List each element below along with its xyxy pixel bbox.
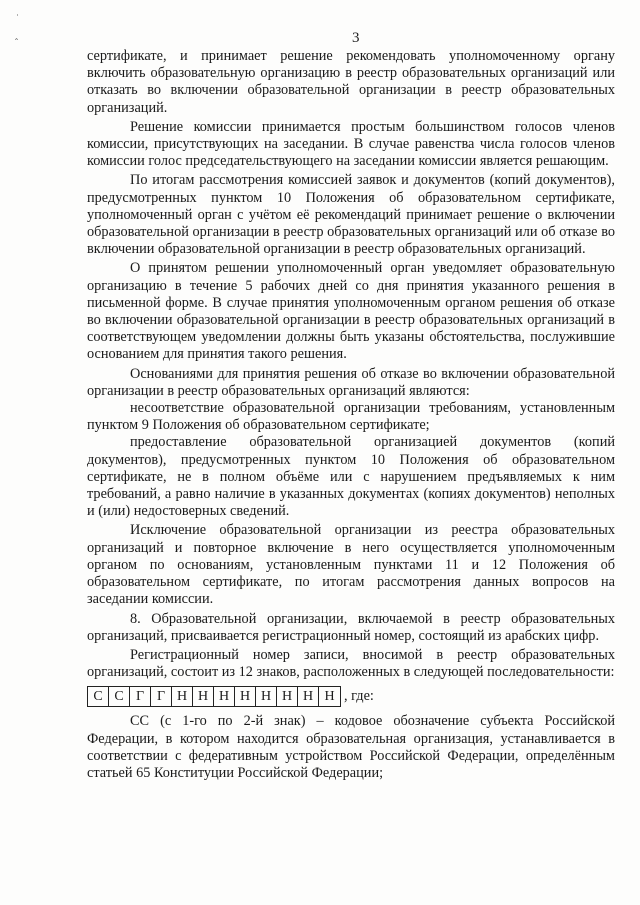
code-cell: Н xyxy=(235,687,256,706)
code-cell: Н xyxy=(298,687,319,706)
code-cell: Н xyxy=(193,687,214,706)
paragraph: 8. Образовательной организации, включаемой в реестр образовательных организаций, присваивается регистрационный номер, состоящий из арабских цифр. xyxy=(87,610,615,644)
paragraph: Основаниями для принятия решения об отказе во включении образовательной организации в реестр образовательных организаций являются: xyxy=(87,365,615,399)
paragraph: Исключение образовательной организации из реестра образовательных организаций и повторное включение в него осуществляется уполномоченным органом по основаниям, установленным пунктами 11 и 12 Положения об образовательном сертификате, по итогам рассмотрения данных вопросов на заседании комиссии. xyxy=(87,522,615,608)
code-table xyxy=(87,686,341,707)
code-cell: Н xyxy=(214,687,235,706)
code-cell: Н xyxy=(256,687,277,706)
code-cell: Н xyxy=(324,688,335,704)
paragraph: По итогам рассмотрения комиссией заявок и документов (копий документов), предусмотренных пунктом 10 Положения об образовательном сертификате, уполномоченный орган с учётом её рекомендаций принимает решение о включении образовательной организации в реестр образовательных организаций или об отказе во включении образовательной организации в реестр образовательных организаций. xyxy=(87,172,615,258)
code-cell: С xyxy=(109,687,130,706)
code-cell: Н xyxy=(277,687,298,706)
code-cell: Г xyxy=(130,687,151,706)
paragraph: О принятом решении уполномоченный орган уведомляет образовательную организацию в течение 5 рабочих дней со дня принятия указанного решения в письменной форме. В случае принятия уполномоченным органом решения об отказе во включении образовательной организации в реестр образовательных организаций в соответствующем уведомлении должны быть указаны обстоятельства, послужившие основанием для принятия такого решения. xyxy=(87,260,615,363)
code-cell: С xyxy=(88,687,109,706)
list-item: несоответствие образовательной организации требованиям, установленным пунктом 9 Положения об образовательном сертификате; xyxy=(87,400,615,434)
margin-mark: ˙ xyxy=(15,14,20,25)
code-cell: Г xyxy=(151,687,172,706)
code-cell: Н xyxy=(172,687,193,706)
paragraph: Регистрационный номер записи, вносимой в реестр образовательных организаций, состоит из 12 знаков, расположенных в следующей последовательности: xyxy=(87,646,615,681)
code-suffix: , где: xyxy=(344,687,374,704)
paragraph: сертификате, и принимает решение рекомендовать уполномоченному органу включить образовательную организацию в реестр образовательных организаций или отказать во включении образовательной организации в реестр образовательных организаций. xyxy=(87,48,615,116)
registration-number-format xyxy=(87,685,615,707)
page-number: 3 xyxy=(352,30,360,46)
paragraph: СС (с 1-го по 2-й знак) – кодовое обозначение субъекта Российской Федерации, в котором находится образовательная организация, устанавливается в соответствии с федеративным устройством Российской Федерации, определённым статьей 65 Конституции Российской Федерации; xyxy=(87,713,615,781)
document-body xyxy=(87,48,615,782)
list-item: предоставление образовательной организацией документов (копий документов), предусмотренных пунктом 10 Положения об образовательном сертификате, не в полном объёме или с нарушением предъявляемых к ним требований, а равно наличие в указанных документах (копиях документов) неполных и (или) недостоверных сведений. xyxy=(87,434,615,520)
paragraph: Решение комиссии принимается простым большинством голосов членов комиссии, присутствующих на заседании. В случае равенства числа голосов членов комиссии голос председательствующего на заседании комиссии является решающим. xyxy=(87,118,615,170)
margin-mark: ˆ xyxy=(14,38,19,49)
